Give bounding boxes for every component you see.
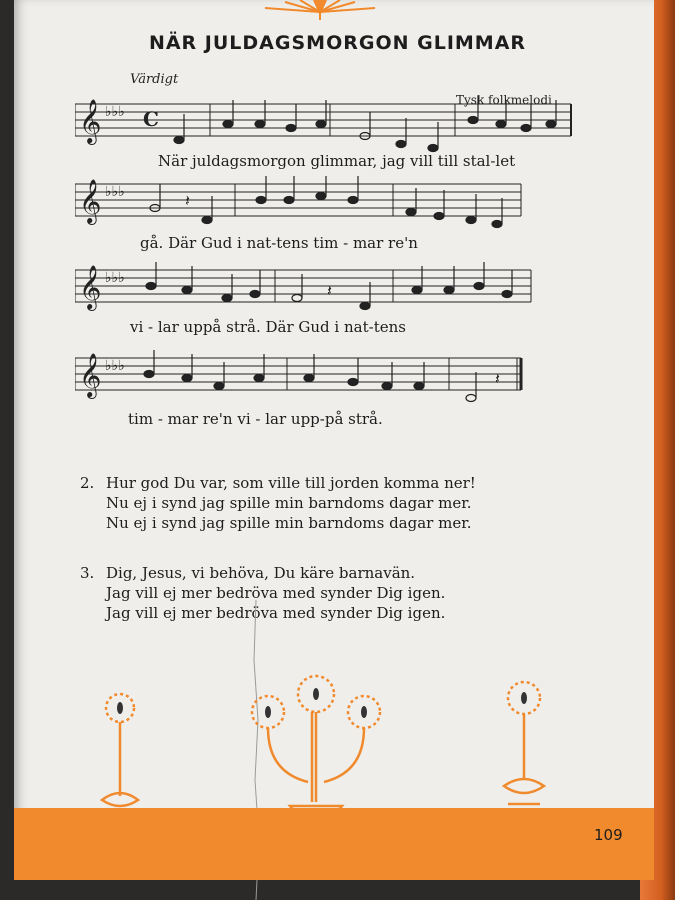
lyric-line-1: När juldagsmorgon glimmar, jag vill till stal-let bbox=[158, 152, 516, 170]
page-footer-band bbox=[14, 808, 654, 880]
verse-line: Jag vill ej mer bedröva med synder Dig igen. bbox=[106, 584, 446, 602]
lyric-line-3: vi - lar uppå strå. Där Gud i nat-tens bbox=[130, 318, 406, 336]
svg-text:C: C bbox=[143, 107, 159, 131]
verse-2 bbox=[80, 473, 476, 533]
svg-text:𝄞: 𝄞 bbox=[79, 179, 102, 223]
svg-text:♭♭♭: ♭♭♭ bbox=[105, 358, 125, 374]
svg-text:♭♭♭: ♭♭♭ bbox=[105, 270, 125, 286]
composer-credit: Tysk folkmelodi bbox=[456, 93, 552, 107]
verse-line: Jag vill ej mer bedröva med synder Dig igen. bbox=[106, 604, 446, 622]
svg-text:𝄽: 𝄽 bbox=[185, 191, 190, 210]
page-number: 109 bbox=[594, 826, 623, 844]
verse-line: Hur god Du var, som ville till jorden komma ner! bbox=[106, 474, 476, 492]
music-staff-4 bbox=[75, 346, 535, 410]
verse-number: 3. bbox=[80, 564, 95, 582]
verse-line: Dig, Jesus, vi behöva, Du käre barnavän. bbox=[106, 564, 416, 582]
music-staff-1 bbox=[75, 96, 575, 156]
lyric-line-4: tim - mar re'n vi - lar upp-på strå. bbox=[128, 410, 383, 428]
lyric-line-2: gå. Där Gud i nat-tens tim - mar re'n bbox=[140, 234, 418, 252]
music-staff-3 bbox=[75, 262, 535, 322]
svg-text:𝄞: 𝄞 bbox=[79, 353, 102, 397]
verse-number: 2. bbox=[80, 474, 95, 492]
verse-line: Nu ej i synd jag spille min barndoms dagar mer. bbox=[106, 514, 472, 532]
svg-text:♭♭♭: ♭♭♭ bbox=[105, 184, 125, 200]
svg-text:𝄞: 𝄞 bbox=[79, 265, 102, 309]
svg-text:♭♭♭: ♭♭♭ bbox=[105, 104, 125, 120]
svg-text:𝄽: 𝄽 bbox=[327, 281, 332, 300]
music-staff-2 bbox=[75, 176, 525, 236]
song-title: NÄR JULDAGSMORGON GLIMMAR bbox=[148, 32, 527, 54]
star-decoration-icon bbox=[265, 0, 385, 30]
svg-text:𝄽: 𝄽 bbox=[495, 369, 500, 388]
candle-right-icon bbox=[496, 676, 556, 816]
tempo-marking: Värdigt bbox=[130, 72, 179, 87]
verse-line: Nu ej i synd jag spille min barndoms dagar mer. bbox=[106, 494, 472, 512]
candle-left-icon bbox=[92, 688, 152, 828]
svg-text:𝄞: 𝄞 bbox=[79, 99, 102, 143]
